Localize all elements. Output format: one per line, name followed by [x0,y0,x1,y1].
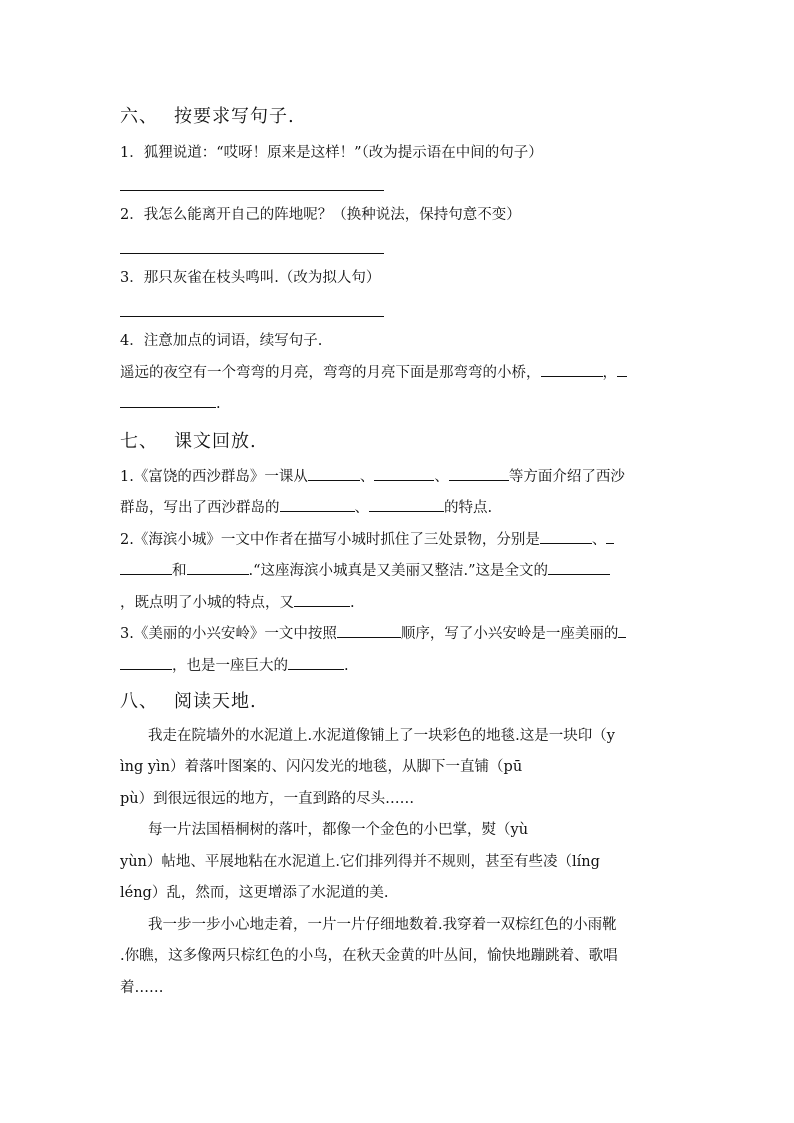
s8-p3-line1: 我一步一步小心地走着，一片一片仔细地数着.我穿着一双棕红色的小雨靴 [148,917,617,933]
section7-title: 课文回放. [174,431,257,452]
s7-q3-blank-2b[interactable] [120,655,172,670]
s7-q1-blank-1[interactable] [308,466,360,481]
section6-heading [120,105,295,129]
s7-q3-text-a: 3.《美丽的小兴安岭》一文中按照 [120,626,337,642]
s8-p2-line1: 每一片法国梧桐树的落叶，都像一个金色的小巴掌，熨（yù [148,822,529,838]
s6-question-1: 1．狐狸说道：“哎呀！原来是这样！”（改为提示语在中间的句子） [120,145,543,161]
s7-question-3-line2 [120,655,349,676]
section8-title: 阅读天地. [174,691,257,712]
s7-q1-sep-1: 、 [359,469,375,485]
s7-q1-blank-2[interactable] [374,466,434,481]
s6-answer-line-3[interactable] [120,316,384,317]
s7-q2-blank-5[interactable] [294,592,350,607]
s7-q2-blank-1[interactable] [540,529,592,544]
s7-q2-blank-2b[interactable] [120,560,172,575]
s7-q1-blank-4[interactable] [280,497,355,512]
section6-number: 六、 [120,106,158,127]
s8-p2-line3: léng）乱，然而，这更增添了水泥道的美. [120,885,389,901]
s6-q4-blank-2b[interactable] [120,393,216,408]
s7-q1-sep-2: 、 [434,469,449,485]
s6-q4-blank-2a[interactable] [617,362,627,377]
s6-question-4-sentence [120,362,627,383]
s7-question-2-line3 [120,592,355,613]
s8-p3-line3: 着…… [120,980,164,996]
section8-heading [120,690,257,714]
s7-q2-blank-2a[interactable] [606,529,614,544]
s7-q1-text-c: 群岛，写出了西沙群岛的 [120,500,280,516]
s6-q4-text: 遥远的夜空有一个弯弯的月亮，弯弯的月亮下面是那弯弯的小桥， [120,365,541,381]
s7-question-2-line2 [120,560,610,581]
section6-title: 按要求写句子. [174,106,295,127]
s7-q2-period: . [350,595,355,611]
s7-q2-text-c: ，既点明了小城的特点，又 [120,595,294,611]
s6-q4-comma: ， [602,365,617,381]
s6-answer-line-1[interactable] [120,190,384,191]
s7-q1-sep-3: 、 [354,500,369,516]
s7-question-1-line1 [120,466,625,487]
s8-p3-line2: .你瞧，这多像两只棕红色的小鸟，在秋天金黄的叶丛间，愉快地蹦跳着、歌唱 [120,948,618,964]
s7-q3-blank-2a[interactable] [618,623,626,638]
s6-question-4-line2 [120,393,221,414]
s7-q2-he: 和 [172,563,187,579]
s7-q1-text-d: 的特点. [444,500,493,516]
section7-number: 七、 [120,431,158,452]
s6-answer-line-2[interactable] [120,253,384,254]
s6-q4-period: . [216,396,221,412]
s6-question-3: 3．那只灰雀在枝头鸣叫.（改为拟人句） [120,270,381,286]
s7-q1-blank-3[interactable] [449,466,509,481]
s7-question-2-line1 [120,529,614,550]
s7-q3-text-c: ，也是一座巨大的 [172,658,288,674]
s8-p2-line2: yùn）帖地、平展地粘在水泥道上.它们排列得并不规则，甚至有些凌（líng [120,854,600,870]
s7-q2-text-a: 2.《海滨小城》一文中作者在描写小城时抓住了三处景物，分别是 [120,532,540,548]
s8-p1-line1: 我走在院墙外的水泥道上.水泥道像铺上了一块彩色的地毯.这是一块印（y [148,728,615,744]
s6-question-4: 4．注意加点的词语，续写句子. [120,333,323,349]
s7-q2-sep-1: 、 [591,532,607,548]
s7-q3-blank-3[interactable] [288,655,344,670]
s7-q2-blank-3[interactable] [187,560,249,575]
s8-p1-line2: ìng yìn）着落叶图案的、闪闪发光的地毯，从脚下一直铺（pū [120,759,523,775]
s7-q3-text-b: 顺序，写了小兴安岭是一座美丽的 [400,626,619,642]
s8-p1-line3: pù）到很远很远的地方，一直到路的尽头…… [120,791,415,807]
s7-q1-blank-5[interactable] [369,497,444,512]
s7-q1-text-b: 等方面介绍了西沙 [508,469,625,485]
s7-question-3-line1 [120,623,626,644]
s7-q2-text-b: .“这座海滨小城真是又美丽又整洁.”这是全文的 [248,563,549,579]
section7-heading [120,430,257,454]
s7-q2-blank-4[interactable] [548,560,610,575]
s7-q3-period: . [344,658,349,674]
s7-q1-text-a: 1.《富饶的西沙群岛》一课从 [120,469,308,485]
s7-question-1-line2 [120,497,492,518]
s7-q3-blank-1[interactable] [337,623,401,638]
s6-question-2: 2．我怎么能离开自己的阵地呢？（换种说法，保持句意不变） [120,207,521,223]
section8-number: 八、 [120,691,158,712]
s6-q4-blank-1[interactable] [541,362,603,377]
